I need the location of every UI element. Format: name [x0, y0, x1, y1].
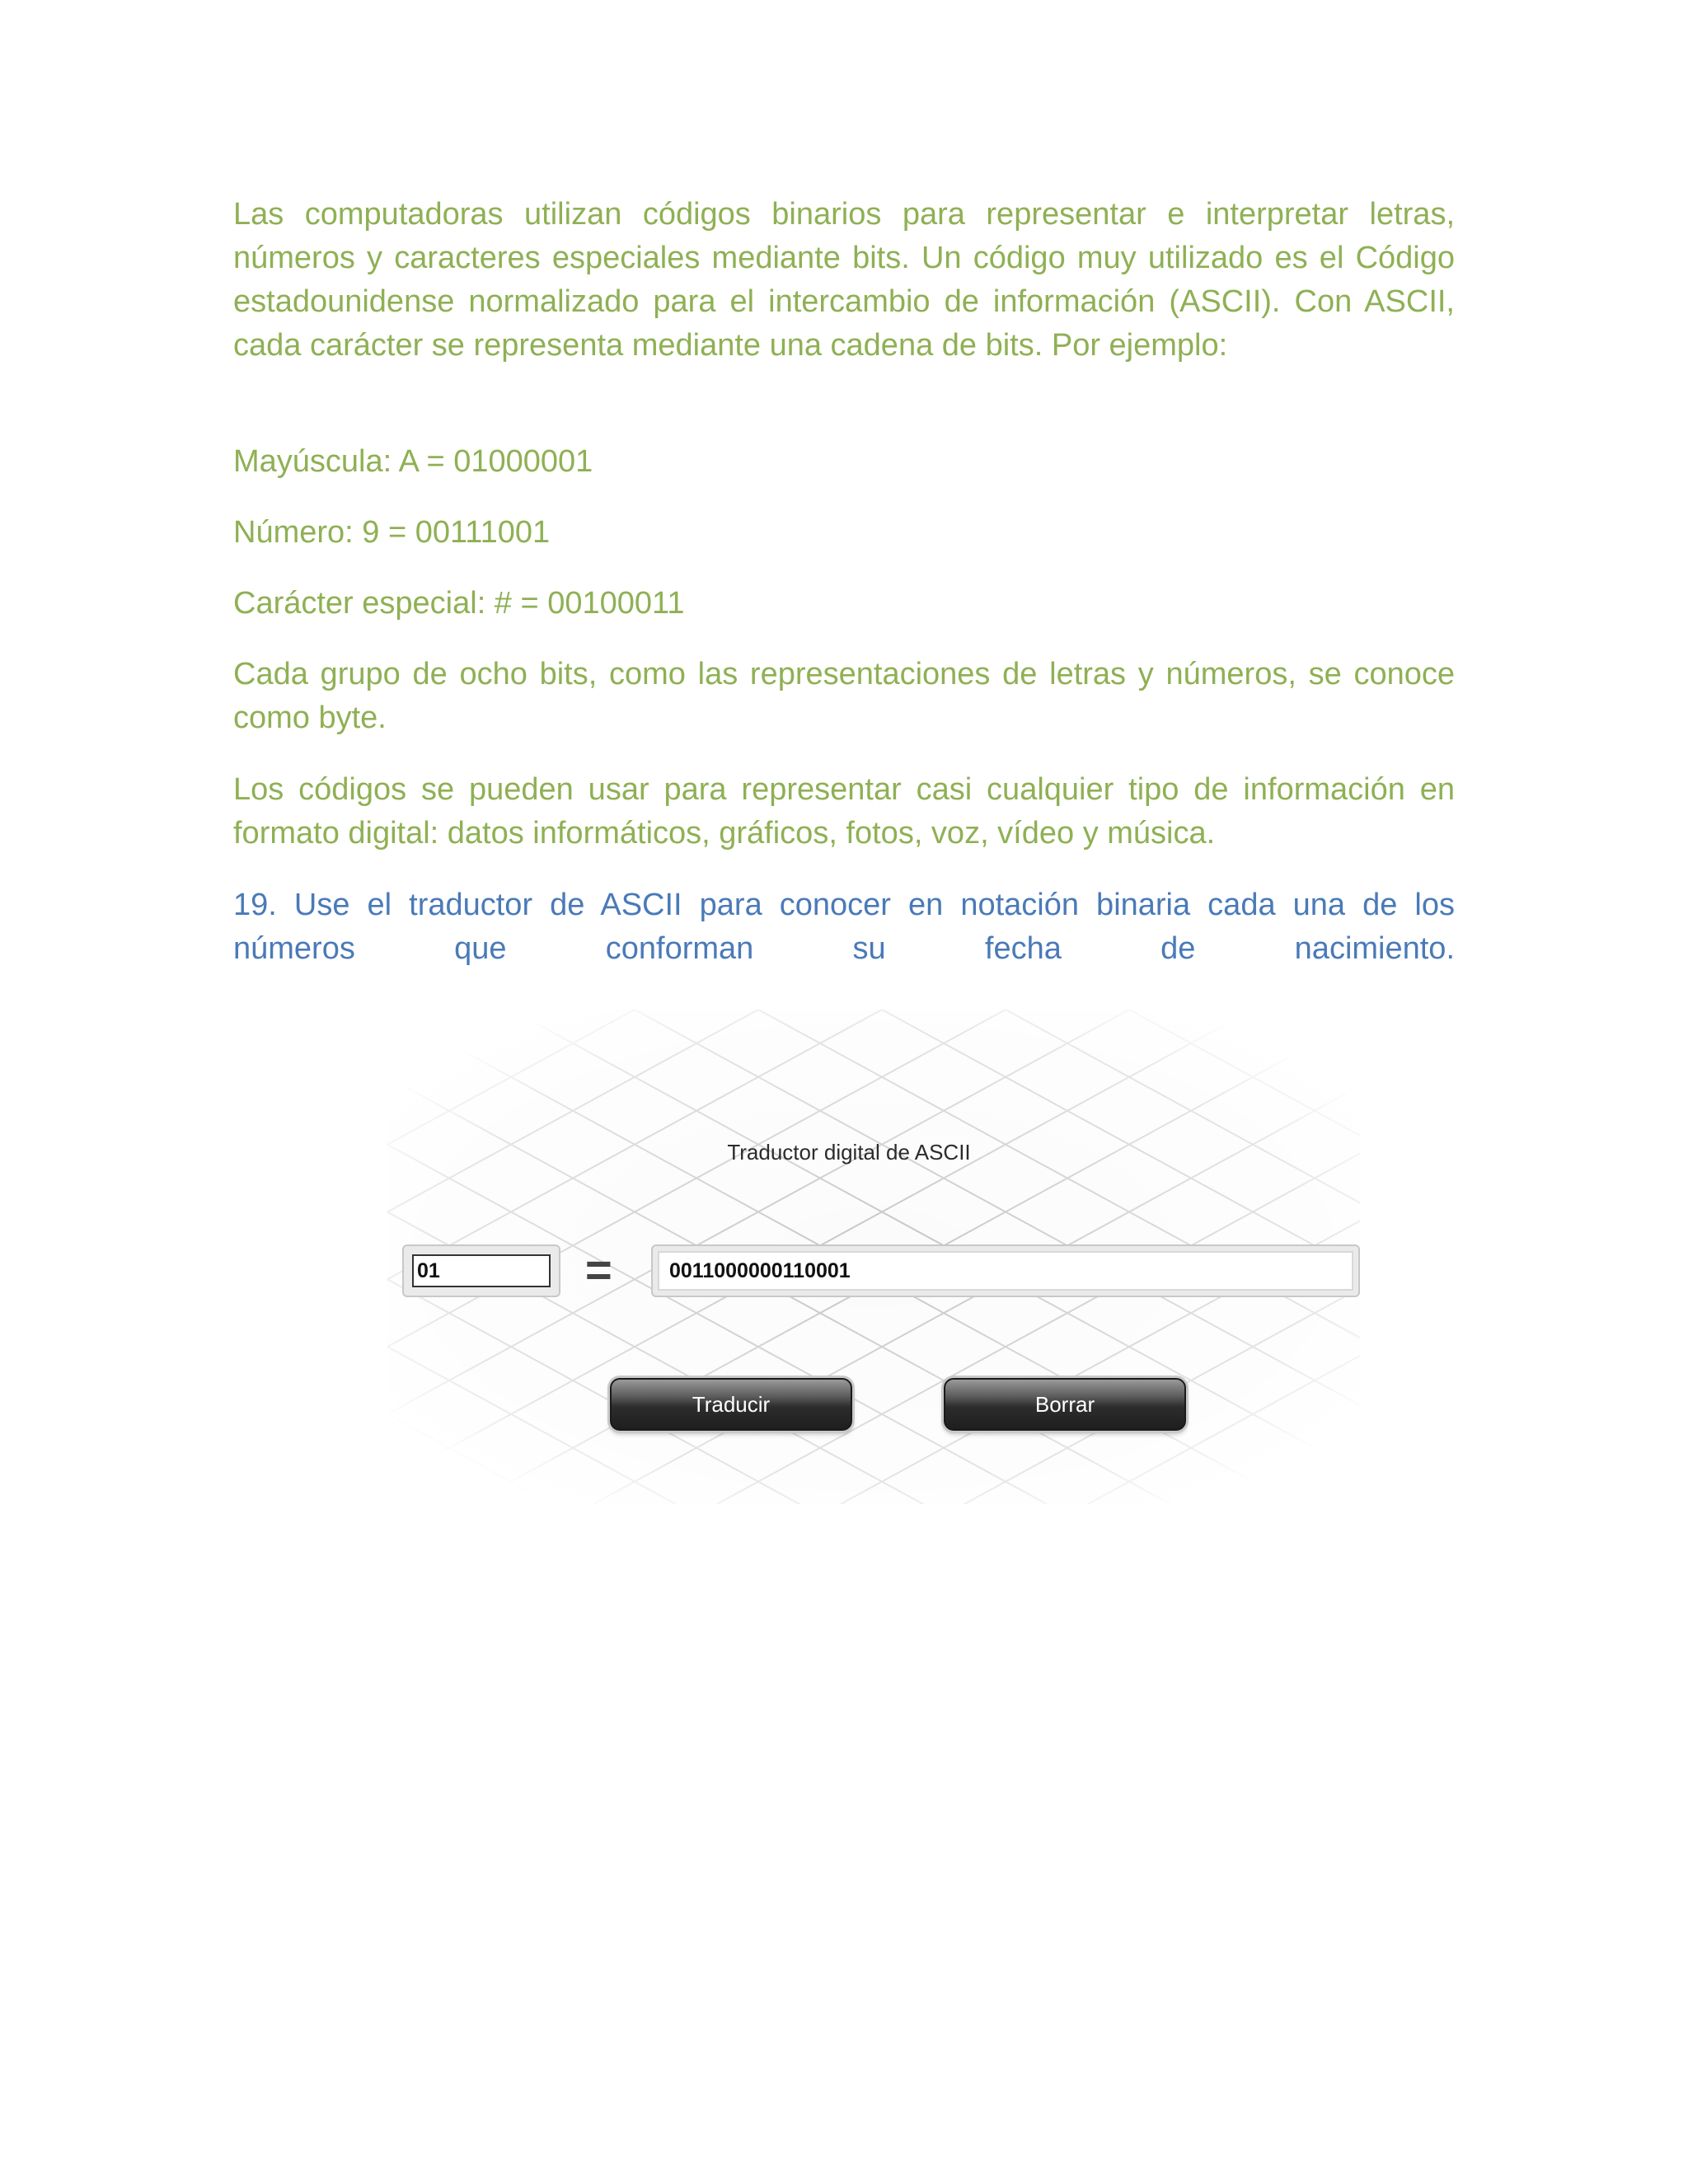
binary-output-field[interactable]	[658, 1251, 1353, 1291]
binary-output-frame	[651, 1244, 1360, 1297]
example-special	[233, 582, 1455, 626]
example-special-text: Carácter especial: # = 00100011	[233, 586, 685, 621]
intro-text: Las computadoras utilizan códigos binarios para representar e interpretar letras, números y caracteres especiales mediante bits. Un código muy utilizado es el Código estadounidense normalizado para el intercambio de información (ASCII). Con ASCII, cada carácter se representa mediante una cadena de bits. Por ejemplo:	[233, 197, 1455, 363]
clear-button[interactable]: Borrar	[944, 1378, 1186, 1431]
codes-text: Los códigos se pueden usar para representar casi cualquier tipo de información en formato digital: datos informáticos, gráficos, fotos, voz, vídeo y música.	[233, 772, 1455, 851]
byte-text: Cada grupo de ocho bits, como las representaciones de letras y números, se conoce como byte.	[233, 657, 1455, 735]
translator-title: Traductor digital de ASCII	[727, 1140, 971, 1165]
intro-paragraph	[233, 193, 1455, 368]
example-number-text: Número: 9 = 00111001	[233, 515, 551, 550]
byte-paragraph	[233, 653, 1455, 740]
question-text: 19. Use el traductor de ASCII para conocer en notación binaria cada una de los números que conforman su fecha de nacimiento.	[233, 888, 1455, 966]
character-input[interactable]	[412, 1254, 551, 1287]
equals-sign: =	[585, 1244, 612, 1296]
character-input-frame	[402, 1244, 560, 1297]
example-uppercase	[233, 440, 1455, 484]
translate-button[interactable]: Traducir	[610, 1378, 852, 1431]
question-paragraph	[233, 883, 1455, 971]
example-number	[233, 511, 1455, 555]
ascii-translator-figure	[387, 1010, 1360, 1504]
example-uppercase-text: Mayúscula: A = 01000001	[233, 444, 593, 479]
codes-paragraph	[233, 768, 1455, 855]
